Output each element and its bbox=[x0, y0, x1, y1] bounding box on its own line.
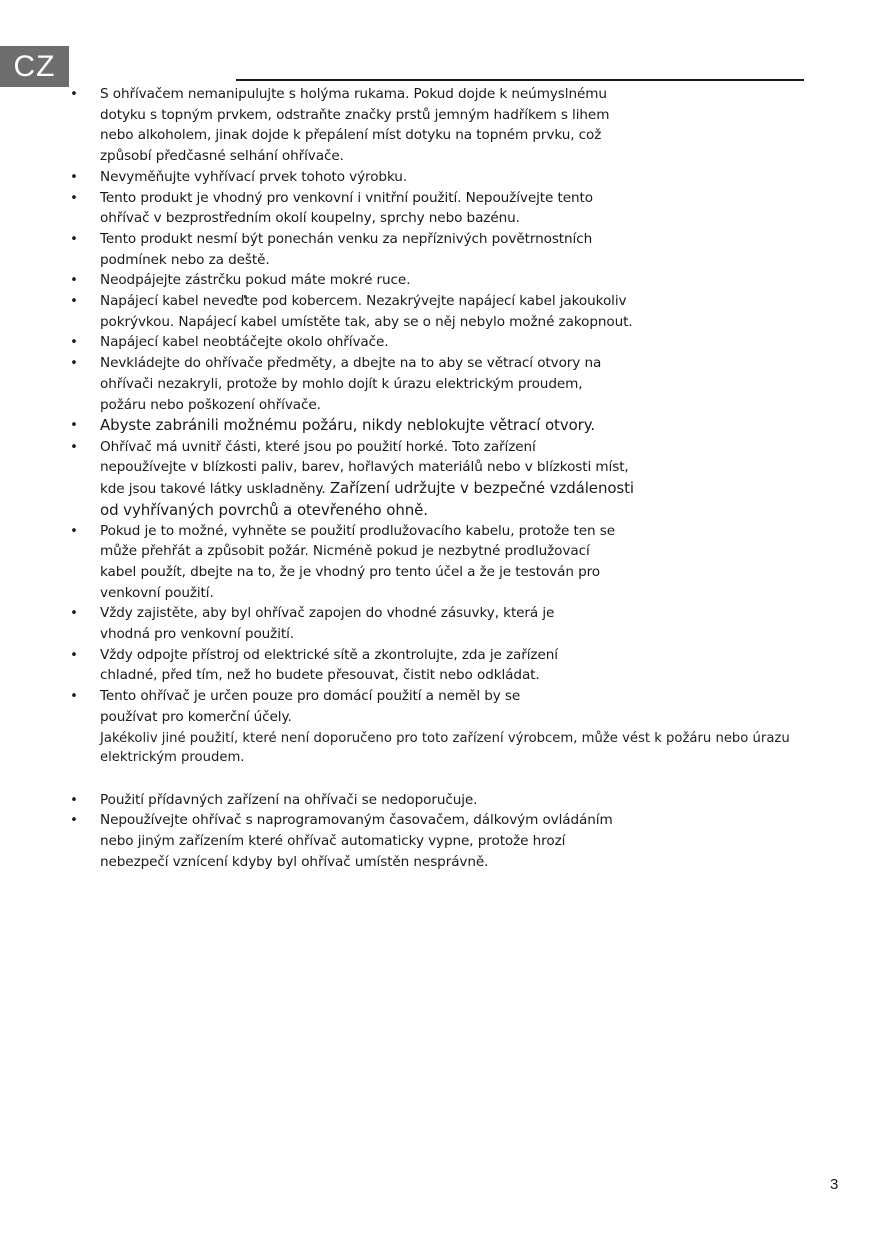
bullet-icon: • bbox=[70, 335, 78, 351]
list-item: • Tento produkt nesmí být ponechán venku za nepříznivých povětrnostních podmínek nebo za deště. bbox=[68, 229, 868, 270]
safety-instructions bbox=[68, 84, 868, 872]
bullet-icon: • bbox=[70, 647, 78, 663]
bullet-icon: • bbox=[70, 231, 78, 247]
language-tab: CZ bbox=[0, 46, 69, 87]
list-item: • Ohřívač má uvnitř části, které jsou po použití horké. Toto zařízení nepoužívejte v blízkosti paliv, barev, hořlavých materiálů nebo v blízkosti míst, kde jsou takové látky uskladněny. Zařízení udržujte v bezpečné vzdálenosti od vyhřívaných povrchů a otevřeného ohně. bbox=[68, 437, 868, 521]
bullet-icon: • bbox=[70, 418, 78, 434]
bullet-icon: • bbox=[70, 356, 78, 372]
list-item: • Abyste zabránili možnému požáru, nikdy neblokujte větrací otvory. bbox=[68, 415, 868, 437]
list-item: • Napájecí kabel neveďte pod kobercem. Nezakrývejte napájecí kabel jakoukoliv pokrývkou. Napájecí kabel umístěte tak, aby se o něj nebylo možné zakopnout. bbox=[68, 291, 868, 332]
list-item: • Pokud je to možné, vyhněte se použití prodlužovacího kabelu, protože ten se může přehřát a způsobit požár. Nicméně pokud je nezbytné prodlužovací kabel použít, dbejte na to, že je vhodný pro tento účel a že je testován pro venkovní použití. bbox=[68, 521, 868, 604]
bullet-icon: • bbox=[70, 523, 78, 539]
bullet-icon: • bbox=[70, 169, 78, 185]
bullet-icon: • bbox=[70, 87, 78, 102]
list-item: • Vždy odpojte přístroj od elektrické sítě a zkontrolujte, zda je zařízení chladné, před tím, než ho budete přesouvat, čistit nebo odkládat. bbox=[68, 645, 868, 686]
warning-note: Jakékoliv jiné použití, které není doporučeno pro toto zařízení výrobcem, může vést k požáru nebo úrazu elektrickým proudem. bbox=[100, 730, 790, 766]
bullet-icon: • bbox=[70, 190, 78, 206]
bullet-icon: • bbox=[70, 273, 78, 289]
list-item: • S ohřívačem nemanipulujte s holýma rukama. Pokud dojde k neúmyslnému dotyku s topným prvkem, odstraňte značky prstů jemným hadříkem s lihem nebo alkoholem, jinak dojde k přepálení míst dotyku na topném prvku, což způsobí předčasné selhání ohřívače. bbox=[68, 84, 868, 167]
bullet-icon: • bbox=[70, 689, 78, 705]
list-item: • Vždy zajistěte, aby byl ohřívač zapojen do vhodné zásuvky, která je vhodná pro venkovní použití. bbox=[68, 603, 868, 644]
page-number: 3 bbox=[830, 1176, 839, 1193]
bullet-list bbox=[68, 84, 868, 768]
bullet-list-secondary bbox=[68, 790, 868, 873]
list-item: • Tento ohřívač je určen pouze pro domácí použití a neměl by se používat pro komerční účely. Jakékoliv jiné použití, které není doporučeno pro toto zařízení výrobcem, může vést k požáru nebo úrazu elektrickým proudem. bbox=[68, 686, 868, 767]
list-item: • Tento produkt je vhodný pro venkovní i vnitřní použití. Nepoužívejte tento ohřívač v bezprostředním okolí koupelny, sprchy nebo bazénu. bbox=[68, 188, 868, 229]
bullet-icon: • bbox=[70, 792, 78, 808]
list-item: • Použití přídavných zařízení na ohřívači se nedoporučuje. bbox=[68, 790, 868, 811]
list-item: • Neodpájejte zástrčku pokud máte mokré ruce. bbox=[68, 270, 868, 291]
bullet-icon: • bbox=[70, 813, 78, 829]
header-divider bbox=[236, 79, 804, 81]
list-item: • Nepoužívejte ohřívač s naprogramovaným časovačem, dálkovým ovládáním nebo jiným zařízením které ohřívač automaticky vypne, protože hrozí nebezpečí vznícení kdyby byl ohřívač umístěn nesprávně. bbox=[68, 810, 868, 872]
list-item: • Napájecí kabel neobtáčejte okolo ohřívače. bbox=[68, 332, 868, 353]
bullet-icon: • bbox=[70, 606, 78, 622]
bullet-icon: • bbox=[70, 294, 78, 310]
bullet-icon: • bbox=[70, 439, 78, 455]
list-item: • Nevkládejte do ohřívače předměty, a dbejte na to aby se větrací otvory na ohřívači nezakryli, protože by mohlo dojít k úrazu elektrickým proudem, požáru nebo poškození ohřívače. bbox=[68, 353, 868, 415]
list-item: • Nevyměňujte vyhřívací prvek tohoto výrobku. bbox=[68, 167, 868, 188]
